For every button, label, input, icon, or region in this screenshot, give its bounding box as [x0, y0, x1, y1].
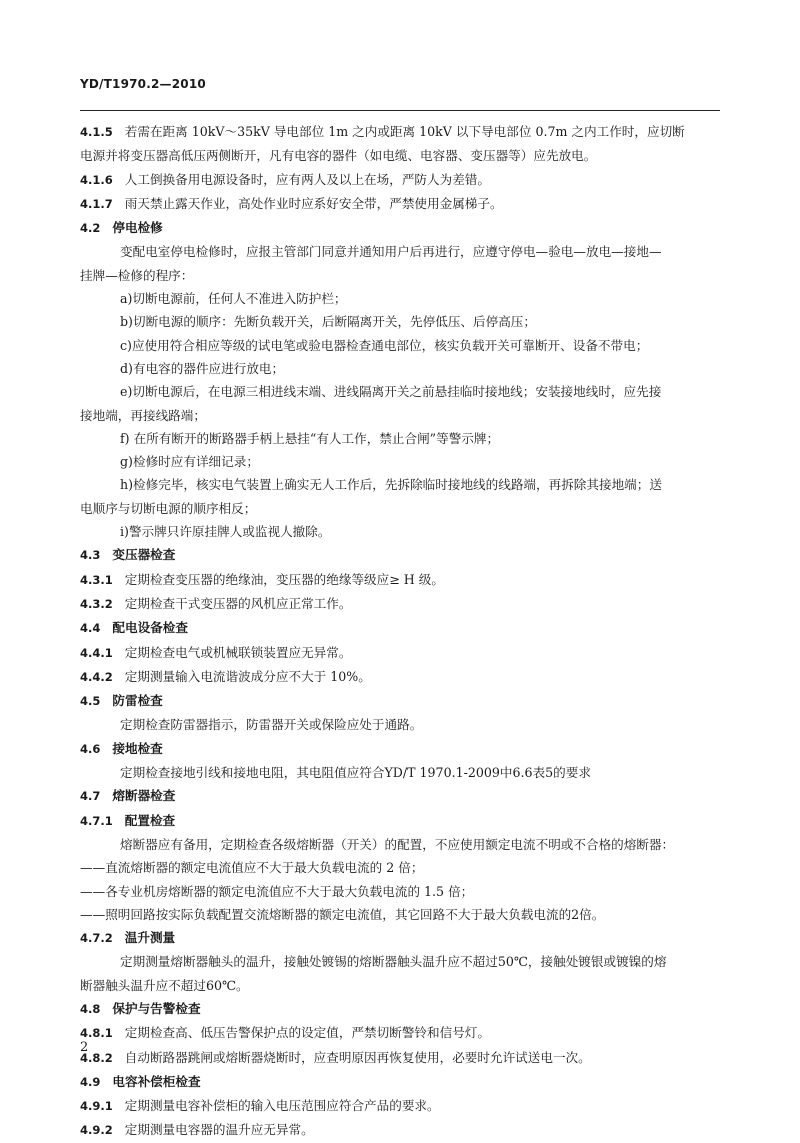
- text-line: [80, 168, 720, 192]
- text-line: [80, 713, 720, 736]
- text-line: [80, 192, 720, 216]
- clause-text: i)警示牌只许原挂牌人或监视人撤除。: [120, 524, 331, 540]
- clause-text: 定期测量熔断器触头的温升，接触处镀锡的熔断器触头温升应不超过50℃，接触处镀银或镀镍的熔: [120, 954, 667, 970]
- document-id-header: YD/T1970.2—2010: [80, 77, 206, 91]
- text-line: [80, 334, 720, 357]
- clause-text: 变配电室停电检修时，应报主管部门同意并通知用户后再进行，应遵守停电—验电—放电—接地—: [120, 244, 662, 260]
- page-number: 2: [80, 1040, 89, 1055]
- text-line: [80, 427, 720, 450]
- clause-text: c)应使用符合相应等级的试电笔或验电器检查通电部位，核实负载开关可靠断开、设备不带电；: [120, 337, 649, 353]
- clause-text: 电顺序与切断电源的顺序相反；: [80, 500, 257, 516]
- clause-text: 若需在距离 10kV～35kV 导电部位 1m 之内或距离 10kV 以下导电部位 0.7m 之内工作时，应切断: [124, 124, 685, 139]
- clause-number: 4.4.1: [80, 645, 113, 660]
- text-line: [80, 450, 720, 473]
- section-heading: [80, 1070, 720, 1094]
- text-line: [80, 856, 720, 879]
- text-line: [80, 903, 720, 926]
- section-heading: [80, 616, 720, 640]
- clause-number: 4.8: [80, 1001, 101, 1016]
- clause-text: ——照明回路按实际负载配置交流熔断器的额定电流值，其它回路不大于最大负载电流的2倍。: [80, 906, 605, 922]
- clause-number: 4.4: [80, 621, 101, 636]
- clause-number: 4.1.5: [80, 125, 113, 139]
- clause-text: 定期检查变压器的绝缘油，变压器的绝缘等级应≥ H 级。: [124, 571, 444, 587]
- clause-number: 4.8.2: [80, 1050, 113, 1065]
- text-line: [80, 665, 720, 689]
- clause-text: 电源并将变压器高低压两侧断开，凡有电容的器件（如电缆、电容器、变压器等）应先放电。: [80, 148, 597, 164]
- clause-text: ——各专业机房熔断器的额定电流值应不大于最大负载电流的 1.5 倍；: [80, 883, 474, 899]
- text-line: [80, 568, 720, 592]
- clause-text: 挂牌—检修的程序：: [80, 267, 194, 283]
- clause-text: 定期测量电容器的温升应无异常。: [124, 1122, 314, 1138]
- header-rule: [80, 110, 720, 111]
- clause-text: 定期检查高、低压告警保护点的设定值，严禁切断警铃和信号灯。: [124, 1025, 490, 1041]
- text-line: [80, 950, 720, 973]
- section-heading: [80, 997, 720, 1021]
- clause-number: 4.9.1: [80, 1099, 113, 1114]
- clause-text: 防雷检查: [112, 693, 163, 709]
- text-line: [80, 1021, 720, 1045]
- clause-number: 4.2: [80, 221, 101, 236]
- clause-number: 4.9.2: [80, 1123, 113, 1138]
- clause-text: ——直流熔断器的额定电流值应不大于最大负载电流的 2 倍；: [80, 860, 424, 876]
- clause-text: 变压器检查: [112, 547, 176, 563]
- clause-text: d)有电容的器件应进行放电；: [120, 360, 285, 376]
- clause-text: a)切断电源前，任何人不准进入防护栏；: [120, 291, 347, 307]
- text-line: [80, 1118, 720, 1142]
- document-body: [80, 120, 720, 1143]
- text-line: [80, 264, 720, 287]
- clause-number: 4.5: [80, 694, 101, 709]
- text-line: [80, 1046, 720, 1070]
- subsection-heading: [80, 809, 720, 833]
- text-line: [80, 357, 720, 380]
- text-line: [80, 833, 720, 856]
- clause-number: 4.7: [80, 789, 101, 804]
- clause-number: 4.8.1: [80, 1026, 113, 1041]
- text-line: [80, 974, 720, 997]
- section-heading: [80, 689, 720, 713]
- clause-text: h)检修完毕，核实电气装置上确实无人工作后，先拆除临时接地线的线路端，再拆除其接地端；送: [120, 477, 662, 493]
- text-line: [80, 310, 720, 333]
- clause-text: 配置检查: [124, 812, 176, 828]
- clause-text: 接地端，再接线路端；: [80, 407, 206, 423]
- clause-number: 4.6: [80, 741, 101, 756]
- clause-text: 雨天禁止露天作业，高处作业时应系好安全带，严禁使用金属梯子。: [124, 195, 503, 211]
- clause-text: 定期检查干式变压器的风机应正常工作。: [124, 595, 352, 611]
- clause-text: b)切断电源的顺序：先断负载开关，后断隔离开关，先停低压、后停高压；: [120, 314, 536, 330]
- clause-text: 电容补偿柜检查: [112, 1073, 201, 1089]
- clause-text: 定期检查电气或机械联锁装置应无异常。: [124, 644, 352, 660]
- text-line: [80, 240, 720, 263]
- text-line: [80, 520, 720, 543]
- subsection-heading: [80, 926, 720, 950]
- clause-text: f) 在所有断开的断路器手柄上悬挂“有人工作，禁止合闸”等警示牌；: [120, 430, 500, 446]
- clause-text: 配电设备检查: [112, 620, 188, 636]
- clause-text: 熔断器应有备用，定期检查各级熔断器（开关）的配置，不应使用额定电流不明或不合格的熔断器：: [120, 836, 675, 852]
- section-heading: [80, 543, 720, 567]
- text-line: [80, 497, 720, 520]
- text-line: [80, 1094, 720, 1118]
- text-line: [80, 287, 720, 310]
- clause-number: 4.3.2: [80, 596, 113, 611]
- text-line: [80, 473, 720, 496]
- clause-text: e)切断电源后，在电源三相进线末端、进线隔离开关之前悬挂临时接地线；安装接地线时，应先接: [120, 384, 662, 400]
- clause-number: 4.1.6: [80, 172, 113, 187]
- clause-text: 停电检修: [112, 220, 163, 236]
- text-line: [80, 144, 720, 167]
- clause-text: 定期检查接地引线和接地电阻，其电阻值应符合YD/T 1970.1-2009中6.6表5的要求: [120, 765, 591, 781]
- clause-text: 温升测量: [124, 930, 176, 946]
- clause-text: 接地检查: [112, 740, 163, 756]
- section-heading: [80, 784, 720, 808]
- clause-number: 4.7.2: [80, 931, 113, 946]
- text-line: [80, 761, 720, 784]
- text-line: [80, 404, 720, 427]
- section-heading: [80, 737, 720, 761]
- clause-number: 4.3: [80, 548, 101, 563]
- clause-text: 保护与告警检查: [112, 1000, 201, 1016]
- text-line: [80, 120, 720, 144]
- clause-number: 4.7.1: [80, 813, 113, 828]
- clause-text: 熔断器检查: [112, 788, 176, 804]
- clause-text: 断器触头温升应不超过60℃。: [80, 977, 249, 993]
- text-line: [80, 380, 720, 403]
- clause-number: 4.4.2: [80, 669, 113, 684]
- clause-number: 4.1.7: [80, 196, 113, 211]
- clause-number: 4.9: [80, 1074, 101, 1089]
- text-line: [80, 880, 720, 903]
- clause-text: g)检修时应有详细记录；: [120, 454, 259, 470]
- clause-text: 定期测量输入电流谐波成分应不大于 10%。: [124, 668, 371, 684]
- text-line: [80, 641, 720, 665]
- section-heading: [80, 216, 720, 240]
- clause-text: 自动断路器跳闸或熔断器烧断时，应查明原因再恢复使用，必要时允许试送电一次。: [124, 1049, 591, 1065]
- clause-text: 人工倒换备用电源设备时，应有两人及以上在场，严防人为差错。: [124, 171, 490, 187]
- clause-text: 定期检查防雷器指示，防雷器开关或保险应处于通路。: [120, 717, 423, 733]
- clause-number: 4.3.1: [80, 572, 113, 587]
- clause-text: 定期测量电容补偿柜的输入电压范围应符合产品的要求。: [124, 1098, 440, 1114]
- text-line: [80, 592, 720, 616]
